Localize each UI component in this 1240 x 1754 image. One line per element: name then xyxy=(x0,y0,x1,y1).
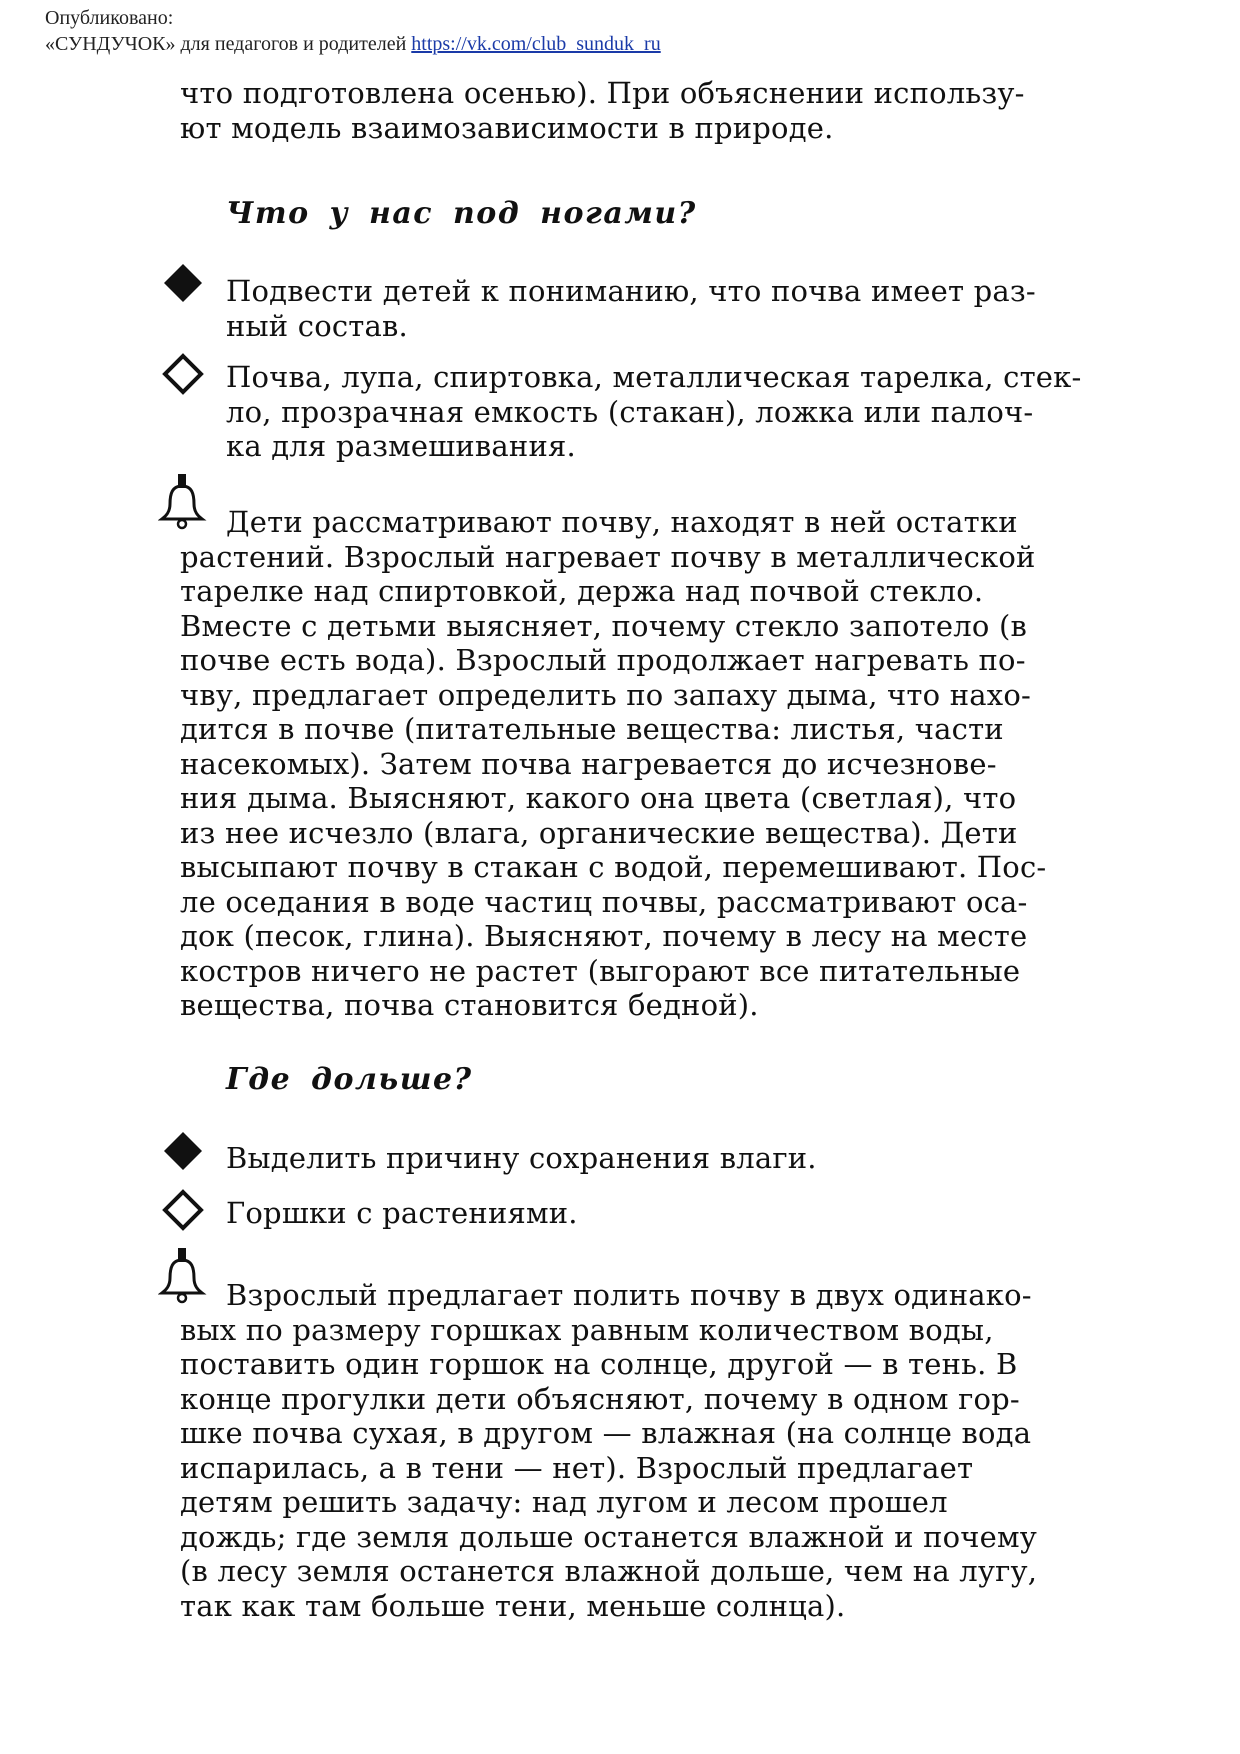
intro-line: что подготовлена осенью). При объяснении использу- xyxy=(180,76,1025,110)
intro-line: ют модель взаимозависимости в природе. xyxy=(180,110,834,145)
procedure-line: высыпают почву в стакан с водой, перемешивают. Пос- xyxy=(180,850,1047,884)
published-label: Опубликовано: xyxy=(45,7,174,29)
procedure-line: растений. Взрослый нагревает почву в металлической xyxy=(180,539,1036,574)
procedure-line: детям решить задачу: над лугом и лесом прошел xyxy=(180,1485,948,1519)
goal-line: Подвести детей к пониманию, что почва имеет раз- xyxy=(226,274,1036,308)
procedure-line: Вместе с детьми выясняет, почему стекло запотело (в xyxy=(180,608,1027,643)
procedure-line: испарилась, а в тени — нет). Взрослый предлагает xyxy=(180,1450,974,1485)
procedure-line: ния дыма. Выясняют, какого она цвета (светлая), что xyxy=(180,781,1017,815)
procedure-line: вещества, почва становится бедной). xyxy=(180,988,759,1022)
filled-diamond-icon xyxy=(162,262,204,304)
outline-diamond-icon xyxy=(161,1188,205,1232)
procedure-line: почве есть вода). Взрослый продолжает нагревать по- xyxy=(180,643,1026,677)
procedure-line: дождь; где земля дольше останется влажной и почему xyxy=(180,1519,1038,1554)
materials-line: Горшки с растениями. xyxy=(226,1196,578,1230)
filled-diamond-icon xyxy=(162,1130,204,1172)
procedure-line: шке почва сухая, в другом — влажная (на солнце вода xyxy=(180,1416,1032,1450)
outline-diamond-icon xyxy=(161,352,205,396)
procedure-line: дится в почве (питательные вещества: листья, части xyxy=(180,712,1004,746)
experiment-title: Где дольше? xyxy=(226,1062,473,1097)
procedure-line: Взрослый предлагает полить почву в двух одинако- xyxy=(226,1278,1032,1312)
experiment-goal xyxy=(226,274,1086,343)
goal-line: ный состав. xyxy=(226,308,408,343)
materials-line: ка для размешивания. xyxy=(226,429,576,463)
procedure-line: вых по размеру горшках равным количеством воды, xyxy=(180,1312,994,1347)
procedure-line: ле оседания в воде частиц почвы, рассматривают оса- xyxy=(180,884,1028,919)
procedure-line: тарелке над спиртовкой, держа над почвой стекло. xyxy=(180,574,984,608)
procedure-line: насекомых). Затем почва нагревается до исчезнове- xyxy=(180,746,997,781)
experiment-materials xyxy=(226,1196,1086,1231)
experiment-goal xyxy=(226,1141,1086,1176)
source-link[interactable]: https://vk.com/club_sunduk_ru xyxy=(411,33,661,55)
experiment-procedure xyxy=(180,505,1085,1023)
procedure-line: Дети рассматривают почву, находят в ней остатки xyxy=(226,505,1018,539)
procedure-line: конце прогулки дети объясняют, почему в одном гор- xyxy=(180,1381,1020,1416)
procedure-line: так как там больше тени, меньше солнца). xyxy=(180,1588,846,1623)
procedure-line: из нее исчезло (влага, органические вещества). Дети xyxy=(180,815,1018,850)
procedure-line: поставить один горшок на солнце, другой — в тень. В xyxy=(180,1347,1018,1381)
source-line xyxy=(45,31,661,57)
experiment-procedure xyxy=(180,1278,1085,1623)
procedure-line: костров ничего не растет (выгорают все питательные xyxy=(180,953,1021,988)
source-text: «СУНДУЧОК» для педагогов и родителей xyxy=(45,33,407,55)
materials-line: ло, прозрачная емкость (стакан), ложка или палоч- xyxy=(226,394,1034,429)
goal-line: Выделить причину сохранения влаги. xyxy=(226,1141,817,1175)
intro-paragraph xyxy=(180,76,1085,145)
experiment-materials xyxy=(226,360,1086,464)
procedure-line: чву, предлагает определить по запаху дыма, что нахо- xyxy=(180,677,1031,712)
experiment-title: Что у нас под ногами? xyxy=(226,196,697,231)
procedure-line: док (песок, глина). Выясняют, почему в лесу на месте xyxy=(180,919,1028,953)
procedure-line: (в лесу земля останется влажной дольше, чем на лугу, xyxy=(180,1554,1038,1588)
publication-header xyxy=(45,5,661,57)
materials-line: Почва, лупа, спиртовка, металлическая тарелка, стек- xyxy=(226,360,1082,394)
